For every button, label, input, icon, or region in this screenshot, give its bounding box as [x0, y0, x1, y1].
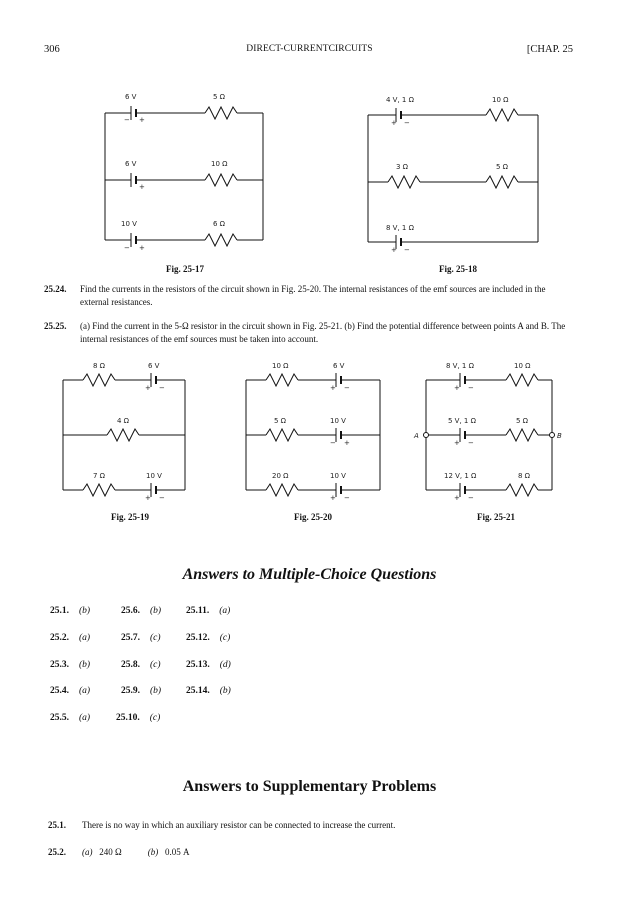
emf-label: 6 V [125, 160, 137, 168]
node-a-terminal [424, 433, 429, 438]
problem-25-25 [44, 320, 576, 346]
plus-sign: + [391, 246, 397, 254]
answer-choice: (a) [219, 606, 231, 616]
question-number: 25.14. [186, 686, 210, 696]
mc-answer [186, 660, 231, 670]
plus-sign: + [454, 384, 460, 392]
label-group [386, 96, 509, 254]
node-a-label: A [414, 432, 419, 440]
resistor-symbol [205, 107, 237, 119]
problem-25-24 [44, 283, 576, 309]
figure-25-18 [358, 90, 548, 254]
answer-value: 0.05 A [164, 847, 190, 857]
question-number: 25.10. [116, 713, 140, 723]
plus-sign: + [344, 439, 350, 447]
resistor-label: 8 Ω [518, 472, 531, 480]
question-number: 25.5. [50, 713, 69, 723]
answer-choice: (c) [150, 633, 161, 643]
mc-answer [50, 713, 90, 723]
problem-text: Find the currents in the resistors of the circuit shown in Fig. 25-20. The internal resistances of the emf sources are included in the external resistances. [80, 284, 546, 307]
resistor-label: 8 Ω [93, 362, 106, 370]
figure-caption: Fig. 25-17 [166, 264, 204, 274]
resistor-symbol [486, 109, 518, 121]
emf-label: 8 V, 1 Ω [446, 362, 474, 370]
answer-choice: (b) [150, 606, 162, 616]
minus-sign: − [468, 494, 474, 502]
emf-label: 10 V [146, 472, 162, 480]
minus-sign: − [344, 494, 350, 502]
question-number: 25.11. [186, 606, 210, 616]
emf-label: 10 V [330, 417, 346, 425]
page-number: 306 [44, 44, 60, 55]
mc-answer [50, 686, 90, 696]
resistor-label: 5 Ω [213, 93, 226, 101]
emf-label: 5 V, 1 Ω [448, 417, 476, 425]
answer-choice: (b) [79, 606, 91, 616]
answer-choice: (a) [79, 713, 91, 723]
minus-sign: − [159, 494, 165, 502]
resistor-symbol [486, 176, 518, 188]
resistor-label: 3 Ω [396, 163, 409, 171]
plus-sign: + [330, 384, 336, 392]
question-number: 25.9. [121, 686, 140, 696]
minus-sign: − [330, 439, 336, 447]
question-number: 25.3. [50, 660, 69, 670]
question-number: 25.4. [50, 686, 69, 696]
resistor-label: 6 Ω [213, 220, 226, 228]
problem-number: 25.25. [44, 321, 67, 331]
node-b-label: B [557, 432, 562, 440]
section-heading: Answers to Multiple-Choice Questions [182, 566, 437, 583]
plus-sign: + [330, 494, 336, 502]
mc-answer [186, 606, 230, 616]
emf-label: 8 V, 1 Ω [386, 224, 414, 232]
plus-sign: + [454, 494, 460, 502]
figure-caption: Fig. 25-19 [111, 512, 149, 522]
mc-answer [121, 686, 161, 696]
question-number: 25.6. [121, 606, 140, 616]
mc-answer [50, 633, 90, 643]
resistor-symbol [388, 176, 420, 188]
plus-sign: + [139, 116, 145, 124]
resistor-label: 10 Ω [211, 160, 228, 168]
figure-25-20 [238, 360, 388, 500]
resistor-symbol [266, 429, 298, 441]
running-title: DIRECT-CURRENTCIRCUITS [246, 44, 373, 54]
plus-sign: + [391, 119, 397, 127]
resistor-symbol [205, 234, 237, 246]
answer-part: (a) [82, 847, 93, 857]
answer-part: (b) [147, 847, 159, 857]
question-number: 25.12. [186, 633, 210, 643]
mc-answer [50, 606, 90, 616]
resistor-label: 4 Ω [117, 417, 130, 425]
emf-label: 6 V [333, 362, 345, 370]
answer-choice: (c) [219, 633, 231, 643]
resistor-symbol [83, 374, 115, 386]
resistor-symbol [506, 374, 538, 386]
mc-answer [121, 606, 161, 616]
resistor-label: 5 Ω [274, 417, 287, 425]
minus-sign: − [344, 384, 350, 392]
answer-value: 240 Ω [99, 847, 122, 857]
label-group [413, 362, 562, 502]
question-number: 25.13. [186, 660, 210, 670]
problem-number: 25.2. [48, 847, 66, 857]
resistor-symbol [83, 484, 115, 496]
figure-caption: Fig. 25-20 [294, 512, 332, 522]
figure-25-21 [410, 360, 580, 500]
resistor-symbol [506, 429, 538, 441]
resistor-label: 10 Ω [272, 362, 289, 370]
emf-label: 4 V, 1 Ω [386, 96, 414, 104]
mc-answer [186, 633, 230, 643]
resistor-symbol [266, 484, 298, 496]
answer-choice: (c) [150, 660, 161, 670]
emf-label: 6 V [148, 362, 160, 370]
minus-sign: − [124, 116, 130, 124]
resistor-symbol [266, 374, 298, 386]
resistor-label: 20 Ω [272, 472, 289, 480]
figure-25-19 [55, 360, 200, 500]
answer-choice: (b) [79, 660, 91, 670]
plus-sign: + [145, 384, 151, 392]
answer-text: There is no way in which an auxiliary resistor can be connected to increase the current. [82, 820, 396, 830]
resistor-label: 5 Ω [516, 417, 529, 425]
resistor-symbol [107, 429, 139, 441]
question-number: 25.8. [121, 660, 140, 670]
answer-choice: (c) [149, 713, 161, 723]
label-group [121, 93, 228, 252]
problem-text: (a) Find the current in the 5-Ω resistor in the circuit shown in Fig. 25-21. (b) Find the potential difference between points A and B. The internal resistances of the emf sources must be taken into account. [80, 321, 566, 344]
emf-label: 10 V [330, 472, 346, 480]
mc-answer [50, 660, 90, 670]
minus-sign: − [404, 119, 410, 127]
plus-sign: + [145, 494, 151, 502]
resistor-label: 10 Ω [492, 96, 509, 104]
minus-sign: − [404, 246, 410, 254]
resistor-label: 5 Ω [496, 163, 509, 171]
figure-25-17 [95, 88, 270, 252]
answer-choice: (b) [219, 686, 231, 696]
minus-sign: − [159, 384, 165, 392]
minus-sign: − [468, 439, 474, 447]
emf-label: 12 V, 1 Ω [444, 472, 477, 480]
answer-choice: (a) [79, 633, 91, 643]
plus-sign: + [139, 244, 145, 252]
section-heading: Answers to Supplementary Problems [182, 778, 437, 795]
question-number: 25.7. [121, 633, 140, 643]
problem-number: 25.1. [48, 820, 66, 830]
resistor-label: 7 Ω [93, 472, 106, 480]
question-number: 25.2. [50, 633, 69, 643]
node-b-terminal [550, 433, 555, 438]
chapter-label: [CHAP. 25 [526, 44, 573, 55]
mc-answer [121, 660, 161, 670]
plus-sign: + [454, 439, 460, 447]
emf-label: 6 V [125, 93, 137, 101]
minus-sign: − [468, 384, 474, 392]
supplementary-answer [48, 820, 395, 830]
resistor-symbol [205, 174, 237, 186]
figure-caption: Fig. 25-18 [439, 264, 477, 274]
answer-choice: (d) [219, 660, 231, 670]
question-number: 25.1. [50, 606, 69, 616]
plus-sign: + [139, 183, 145, 191]
mc-answer [116, 713, 160, 723]
emf-label: 10 V [121, 220, 137, 228]
mc-answer [121, 633, 161, 643]
resistor-symbol [506, 484, 538, 496]
minus-sign: − [124, 244, 130, 252]
answer-choice: (b) [150, 686, 162, 696]
answer-choice: (a) [79, 686, 91, 696]
resistor-label: 10 Ω [514, 362, 531, 370]
mc-answer [186, 686, 231, 696]
problem-number: 25.24. [44, 284, 67, 294]
supplementary-answer [48, 847, 189, 857]
figure-caption: Fig. 25-21 [477, 512, 515, 522]
